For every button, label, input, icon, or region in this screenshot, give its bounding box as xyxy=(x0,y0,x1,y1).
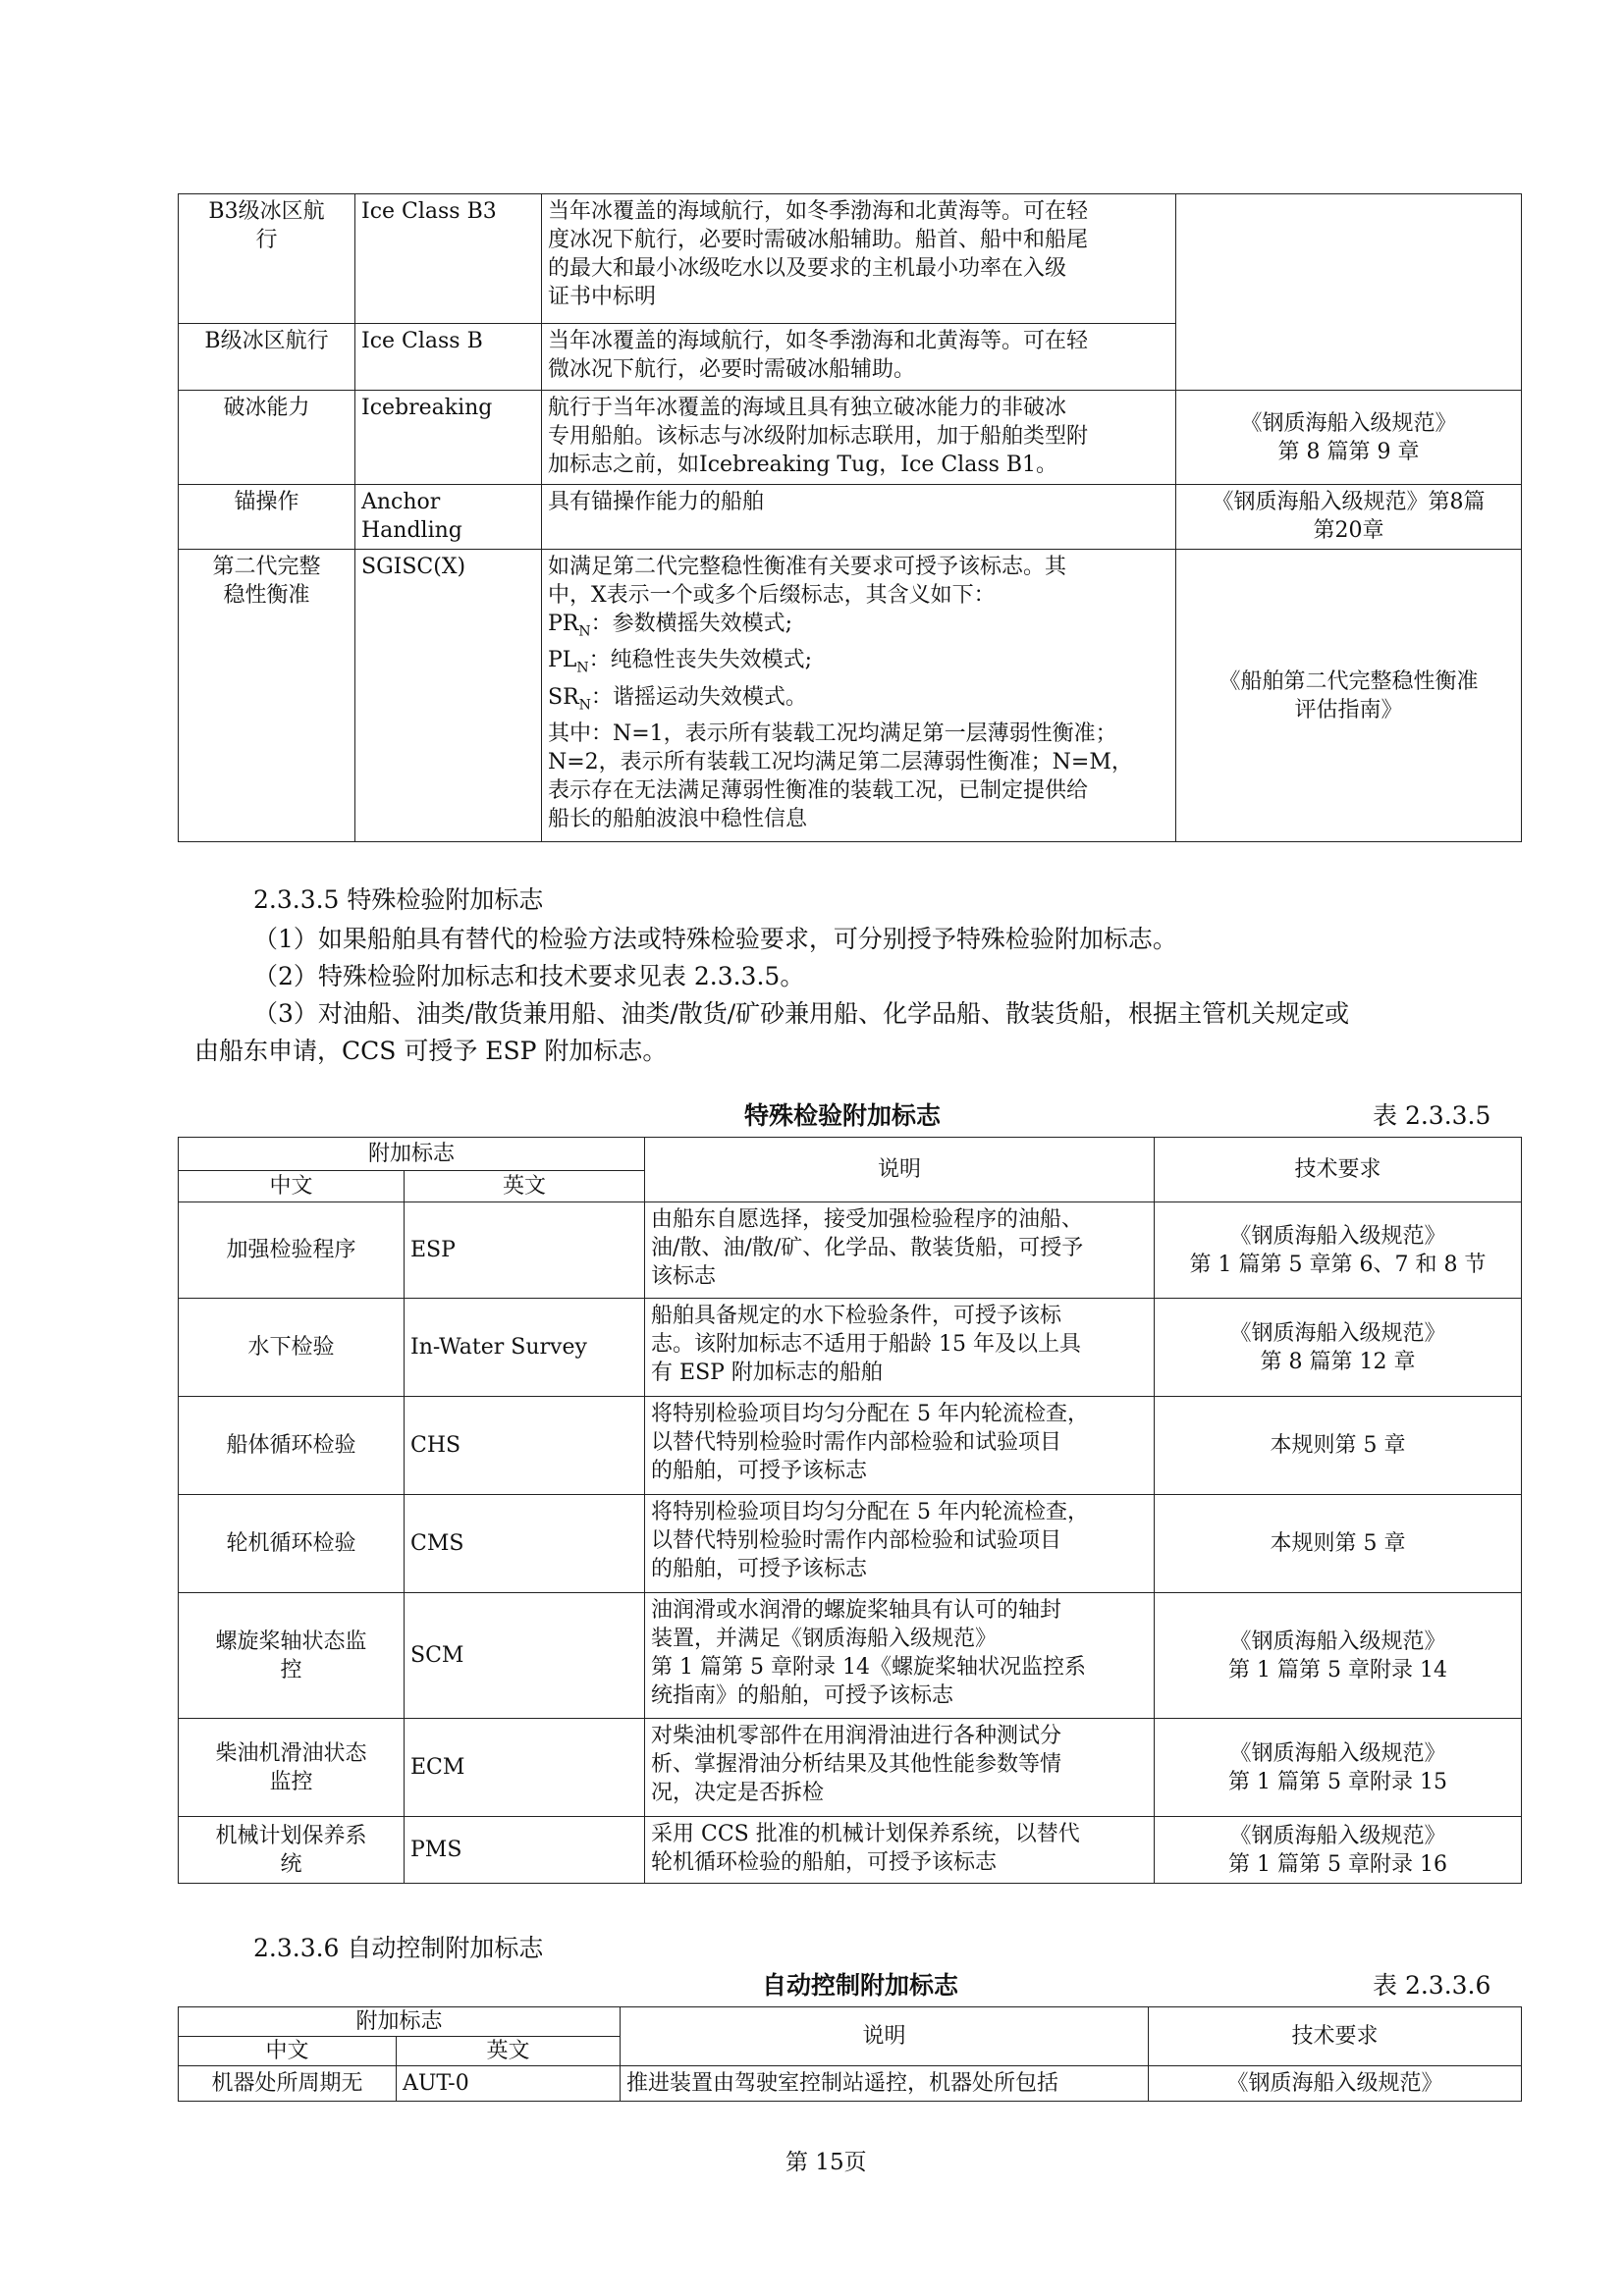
cell-chinese-name: 加强检验程序 xyxy=(179,1202,405,1299)
header-row xyxy=(179,2007,1522,2037)
cell-requirement: 本规则第 5 章 xyxy=(1155,1397,1522,1495)
section-heading: 2.3.3.5 特殊检验附加标志 xyxy=(253,885,544,914)
cell-english-name: Anchor Handling xyxy=(355,485,542,550)
cell-requirement: 《钢质海船入级规范》 xyxy=(1149,2066,1522,2102)
table-row xyxy=(179,485,1522,550)
cell-english-name: ECM xyxy=(405,1719,645,1817)
cell-chinese-name: 第二代完整 稳性衡准 xyxy=(179,550,355,842)
cell-description: 当年冰覆盖的海域航行，如冬季渤海和北黄海等。可在轻 度冰况下航行，必要时需破冰船辅助。船首、船中和船尾 的最大和最小冰级吃水以及要求的主机最小功率在入级 证书中标明 xyxy=(542,194,1176,324)
cell-requirement: 《钢质海船入级规范》第8篇 第20章 xyxy=(1176,485,1522,550)
cell-description: 船舶具备规定的水下检验条件，可授予该标 志。该附加标志不适用于船龄 15 年及以上具 有 ESP 附加标志的船舶 xyxy=(645,1299,1155,1397)
table-row xyxy=(179,194,1522,324)
header-row xyxy=(179,1138,1522,1171)
header-group: 附加标志 xyxy=(179,1138,645,1171)
cell-chinese-name: 机器处所周期无 xyxy=(179,2066,397,2102)
table-row xyxy=(179,1817,1522,1884)
automation-table xyxy=(178,2006,1522,2102)
cell-chinese-name: B3级冰区航 行 xyxy=(179,194,355,324)
cell-requirement: 《钢质海船入级规范》 第 8 篇第 9 章 xyxy=(1176,391,1522,485)
cell-chinese-name: 螺旋桨轴状态监 控 xyxy=(179,1593,405,1719)
cell-requirement: 《钢质海船入级规范》 第 1 篇第 5 章附录 16 xyxy=(1155,1817,1522,1884)
header-cn: 中文 xyxy=(179,2037,397,2066)
mode-sr: $SR_N$：谐摇运动失效模式。 xyxy=(548,684,807,714)
table-row xyxy=(179,391,1522,485)
cell-description: 将特别检验项目均匀分配在 5 年内轮流检查， 以替代特别检验时需作内部检验和试验项目 的船舶，可授予该标志 xyxy=(645,1495,1155,1593)
header-req: 技术要求 xyxy=(1155,1138,1522,1202)
table-title: 特殊检验附加标志 xyxy=(744,1101,942,1130)
header-en: 英文 xyxy=(405,1171,645,1202)
paragraph: （2）特殊检验附加标志和技术要求见表 2.3.3.5。 xyxy=(253,962,805,990)
cell-requirement-empty xyxy=(1176,194,1522,391)
paragraph: （3）对油船、油类/散货兼用船、油类/散货/矿砂兼用船、化学品船、散装货船，根据主管机关规定或 xyxy=(253,999,1350,1028)
cell-description: 对柴油机零部件在用润滑油进行各种测试分 析、掌握滑油分析结果及其他性能参数等情 况，决定是否拆检 xyxy=(645,1719,1155,1817)
cell-english-name: Icebreaking xyxy=(355,391,542,485)
table-row xyxy=(179,1397,1522,1495)
cell-requirement: 《钢质海船入级规范》 第 1 篇第 5 章附录 15 xyxy=(1155,1719,1522,1817)
table-row xyxy=(179,1202,1522,1299)
cell-chinese-name: 水下检验 xyxy=(179,1299,405,1397)
header-req: 技术要求 xyxy=(1149,2007,1522,2066)
cell-english-name: Ice Class B3 xyxy=(355,194,542,324)
cell-requirement: 本规则第 5 章 xyxy=(1155,1495,1522,1593)
cell-english-name: CMS xyxy=(405,1495,645,1593)
cell-description: 航行于当年冰覆盖的海域且具有独立破冰能力的非破冰 专用船舶。该标志与冰级附加标志联用，加于船舶类型附 加标志之前，如Icebreaking Tug，Ice Class B1。 xyxy=(542,391,1176,485)
cell-requirement: 《钢质海船入级规范》 第 1 篇第 5 章第 6、7 和 8 节 xyxy=(1155,1202,1522,1299)
header-en: 英文 xyxy=(397,2037,621,2066)
cell-english-name: AUT-0 xyxy=(397,2066,621,2102)
cell-description: 油润滑或水润滑的螺旋桨轴具有认可的轴封 装置，并满足《钢质海船入级规范》 第 1 篇第 5 章附录 14《螺旋桨轴状况监控系 统指南》的船舶，可授予该标志 xyxy=(645,1593,1155,1719)
table-row xyxy=(179,1495,1522,1593)
header-desc: 说明 xyxy=(621,2007,1149,2066)
notation-table-continued xyxy=(178,193,1522,842)
cell-description: 如满足第二代完整稳性衡准有关要求可授予该标志。其 中，X表示一个或多个后缀标志，其含义如下： $PR_N$：参数横摇失效模式; $PL_N$：纯稳性丧失失效模式; $SR_N$：谐摇运动失效模式。 其中：N=1，表示所有装载工况均满足第一层薄弱性衡准； N=2，表示所有装载工况均满足第二层薄弱性衡准；N=M， 表示存在无法满足薄弱性衡准的装载工况，已制定提供给 船长的船舶波浪中稳性信息 xyxy=(542,550,1176,842)
section-heading: 2.3.3.6 自动控制附加标志 xyxy=(253,1934,544,1962)
cell-description: 由船东自愿选择，接受加强检验程序的油船、 油/散、油/散/矿、化学品、散装货船，可授予 该标志 xyxy=(645,1202,1155,1299)
table-row xyxy=(179,1299,1522,1397)
cell-description: 具有锚操作能力的船舶 xyxy=(542,485,1176,550)
header-desc: 说明 xyxy=(645,1138,1155,1202)
cell-chinese-name: 柴油机滑油状态 监控 xyxy=(179,1719,405,1817)
cell-chinese-name: B级冰区航行 xyxy=(179,324,355,391)
header-group: 附加标志 xyxy=(179,2007,621,2037)
cell-requirement: 《船舶第二代完整稳性衡准 评估指南》 xyxy=(1176,550,1522,842)
cell-english-name: SGISC(X) xyxy=(355,550,542,842)
page-number: 第 15页 xyxy=(785,2150,867,2175)
cell-english-name: ESP xyxy=(405,1202,645,1299)
cell-requirement: 《钢质海船入级规范》 第 1 篇第 5 章附录 14 xyxy=(1155,1593,1522,1719)
table-row xyxy=(179,550,1522,842)
paragraph: （1）如果船舶具有替代的检验方法或特殊检验要求，可分别授予特殊检验附加标志。 xyxy=(253,925,1177,953)
cell-english-name: PMS xyxy=(405,1817,645,1884)
table-row xyxy=(179,1593,1522,1719)
mode-pr: $PR_N$：参数横摇失效模式; xyxy=(548,612,793,640)
cell-chinese-name: 破冰能力 xyxy=(179,391,355,485)
mode-pl: $PL_N$：纯稳性丧失失效模式; xyxy=(548,648,813,676)
cell-description: 采用 CCS 批准的机械计划保养系统，以替代 轮机循环检验的船舶，可授予该标志 xyxy=(645,1817,1155,1884)
table-title: 自动控制附加标志 xyxy=(762,1971,959,2000)
table-label: 表 2.3.3.6 xyxy=(1373,1971,1491,2000)
table-row xyxy=(179,2066,1522,2102)
cell-english-name: In-Water Survey xyxy=(405,1299,645,1397)
cell-chinese-name: 机械计划保养系 统 xyxy=(179,1817,405,1884)
cell-requirement: 《钢质海船入级规范》 第 8 篇第 12 章 xyxy=(1155,1299,1522,1397)
cell-english-name: Ice Class B xyxy=(355,324,542,391)
cell-chinese-name: 锚操作 xyxy=(179,485,355,550)
special-survey-table xyxy=(178,1137,1522,1884)
table-row xyxy=(179,1719,1522,1817)
paragraph: 由船东申请，CCS 可授予 ESP 附加标志。 xyxy=(194,1037,668,1065)
header-cn: 中文 xyxy=(179,1171,405,1202)
cell-description: 当年冰覆盖的海域航行，如冬季渤海和北黄海等。可在轻 微冰况下航行，必要时需破冰船辅助。 xyxy=(542,324,1176,391)
cell-chinese-name: 船体循环检验 xyxy=(179,1397,405,1495)
cell-chinese-name: 轮机循环检验 xyxy=(179,1495,405,1593)
cell-english-name: CHS xyxy=(405,1397,645,1495)
cell-description: 将特别检验项目均匀分配在 5 年内轮流检查， 以替代特别检验时需作内部检验和试验项目 的船舶，可授予该标志 xyxy=(645,1397,1155,1495)
cell-description: 推进装置由驾驶室控制站遥控，机器处所包括 xyxy=(621,2066,1149,2102)
cell-english-name: SCM xyxy=(405,1593,645,1719)
table-label: 表 2.3.3.5 xyxy=(1373,1101,1491,1130)
